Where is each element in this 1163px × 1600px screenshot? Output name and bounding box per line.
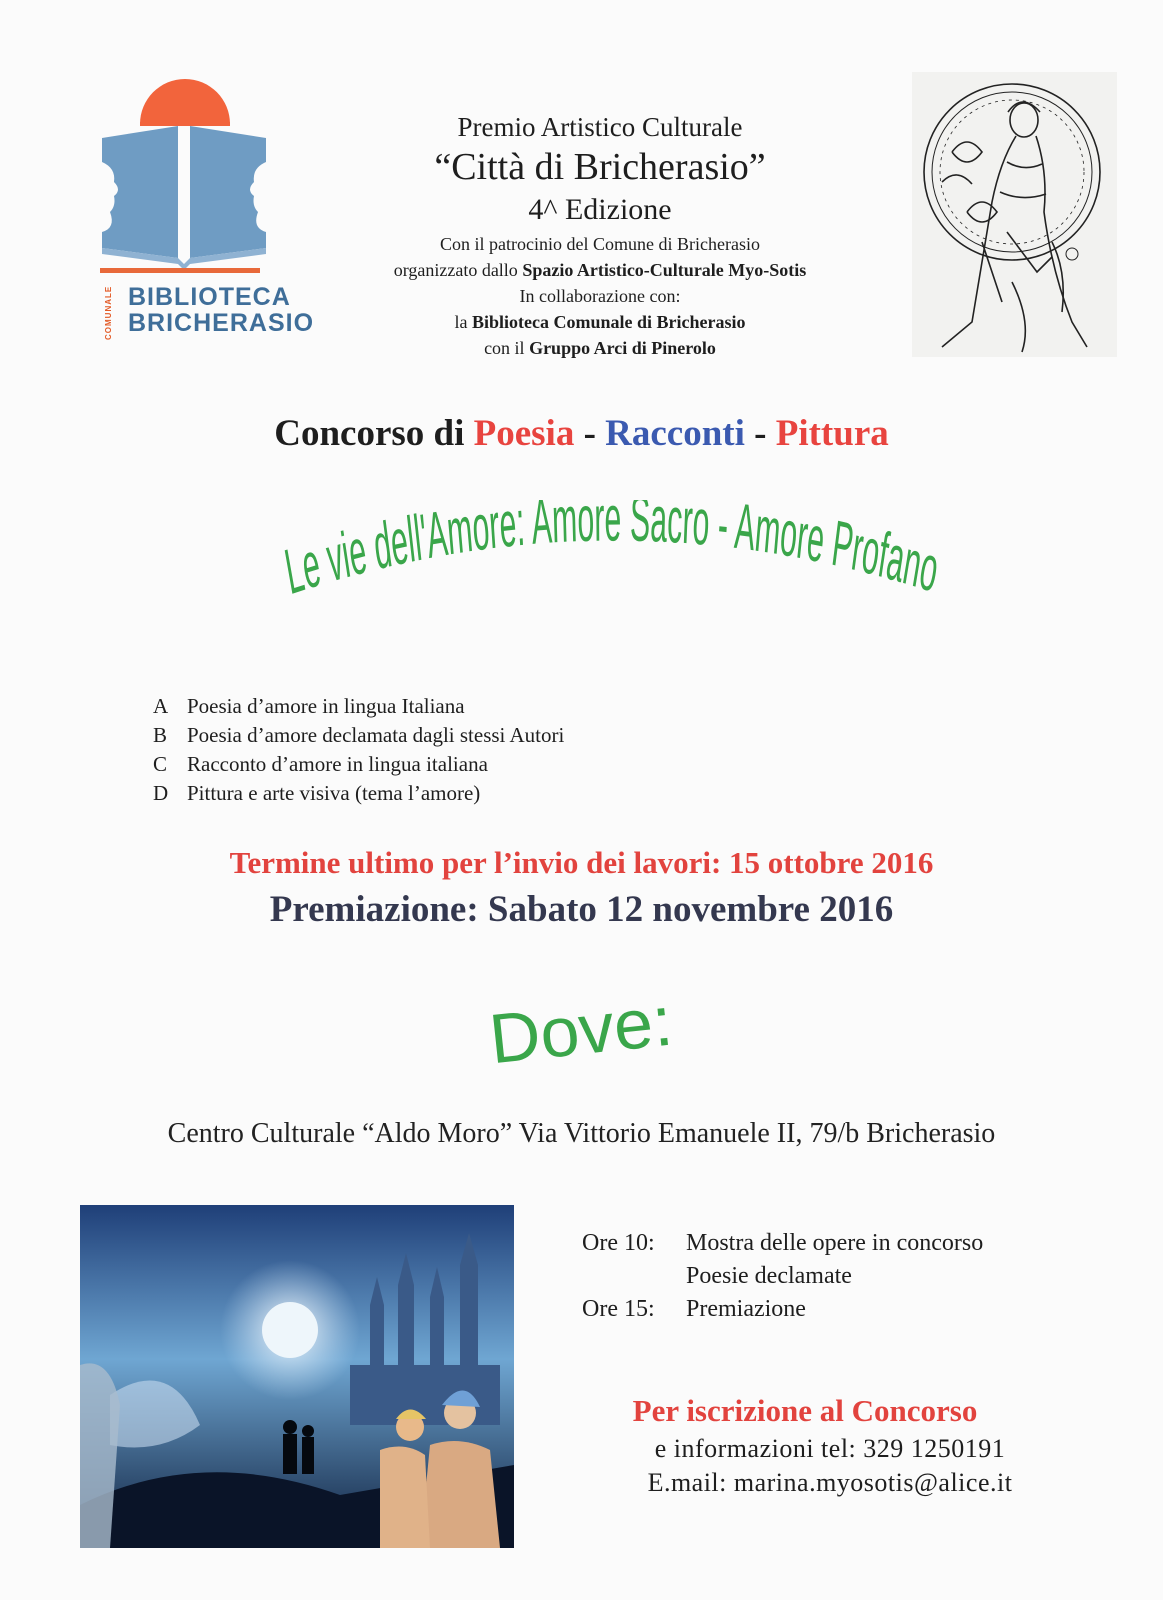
list-item: A Poesia d’amore in lingua Italiana (153, 694, 465, 718)
schedule-row: Ore 10: Mostra delle opere in concorso (582, 1230, 984, 1256)
category-list (153, 692, 773, 808)
contest-line (0, 412, 1163, 455)
logo-line-biblioteca: BIBLIOTECA (128, 283, 291, 311)
moon-icon (262, 1302, 318, 1358)
award-date: Premiazione: Sabato 12 novembre 2016 (269, 889, 894, 930)
registration-heading: Per iscrizione al Concorso (632, 1393, 978, 1428)
art-nouveau-illustration (912, 72, 1117, 357)
list-item: B Poesia d’amore declamata dagli stessi Autori (153, 723, 565, 747)
logo-small-text: COMUNALE (104, 285, 113, 340)
schedule-row: Poesie declamate (686, 1263, 852, 1289)
phone-line: e informazioni tel: 329 1250191 (654, 1434, 1006, 1463)
dove-heading (490, 975, 700, 1085)
collaboration-label: In collaborazione con: (519, 286, 681, 306)
header-block (330, 112, 870, 361)
city-title: “Città di Bricherasio” (434, 146, 766, 188)
email-line: E.mail: marina.myosotis@alice.it (647, 1468, 1013, 1497)
dove-text: Dove: (490, 981, 676, 1079)
list-item: D Pittura e arte visiva (tema l’amore) (153, 781, 481, 805)
collaborator-library: la Biblioteca Comunale di Bricherasio (454, 312, 746, 332)
logo-line-bricherasio: BRICHERASIO (128, 309, 315, 337)
svg-text:Le vie dell'Amore: Amore Sacro (280, 500, 950, 610)
list-item: C Racconto d’amore in lingua italiana (153, 752, 488, 776)
collaborator-arci: con il Gruppo Arci di Pinerolo (484, 338, 716, 358)
venue-address: Centro Culturale “Aldo Moro” Via Vittorio Emanuele II, 79/b Bricherasio (167, 1118, 996, 1149)
deadline: Termine ultimo per l’invio dei lavori: 15 ottobre 2016 (229, 845, 934, 880)
theme-title (280, 500, 950, 630)
edition: 4^ Edizione (528, 193, 672, 226)
category-racconti: Racconti (605, 413, 745, 454)
category-pittura: Pittura (775, 413, 889, 454)
schedule-row: Ore 15: Premiazione (582, 1296, 806, 1322)
contest-prefix: Concorso di (274, 413, 474, 454)
theme-title-text: Le vie dell'Amore: Amore Sacro - Amore Profano (280, 500, 950, 610)
sun-icon (140, 79, 230, 124)
separator: - (574, 413, 606, 454)
schedule (582, 1227, 1082, 1326)
fantasy-picture (80, 1205, 514, 1548)
patronage: Con il patrocinio del Comune di Bricherasio (440, 234, 760, 254)
separator: - (744, 413, 776, 454)
category-poesia: Poesia (473, 413, 575, 454)
contact-info (600, 1432, 1060, 1500)
prize-name: Premio Artistico Culturale (457, 112, 743, 142)
organizer: organizzato dallo Spazio Artistico-Culturale Myo-Sotis (393, 260, 807, 280)
